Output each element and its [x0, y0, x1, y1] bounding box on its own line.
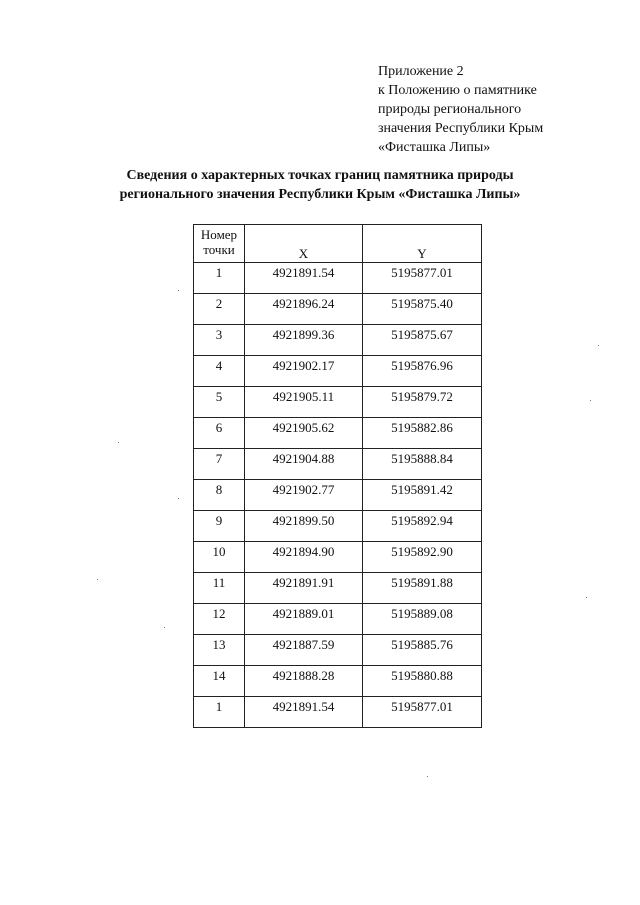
document-title [0, 166, 640, 204]
scan-speck [598, 345, 599, 346]
cell-x: 4921888.28 [245, 666, 363, 697]
cell-x: 4921891.54 [245, 697, 363, 728]
cell-y: 5195891.42 [363, 480, 482, 511]
cell-point-number: 2 [194, 294, 245, 325]
table-row [194, 604, 482, 635]
table-header-row [194, 225, 482, 263]
cell-point-number: 7 [194, 449, 245, 480]
header-y: Y [363, 225, 482, 263]
appendix-line: к Положению о памятнике [378, 83, 537, 98]
table-body [194, 263, 482, 728]
header-x: X [245, 225, 363, 263]
scan-speck [427, 776, 428, 777]
cell-x: 4921902.77 [245, 480, 363, 511]
header-number-line: точки [203, 242, 235, 257]
cell-x: 4921899.50 [245, 511, 363, 542]
table-row [194, 387, 482, 418]
cell-x: 4921902.17 [245, 356, 363, 387]
cell-point-number: 1 [194, 263, 245, 294]
scan-speck [586, 597, 587, 598]
title-line: регионального значения Республики Крым «Фисташка Липы» [119, 187, 521, 202]
cell-y: 5195875.67 [363, 325, 482, 356]
table-row [194, 263, 482, 294]
header-number-line: Номер [200, 227, 238, 242]
cell-y: 5195877.01 [363, 697, 482, 728]
cell-y: 5195888.84 [363, 449, 482, 480]
cell-point-number: 12 [194, 604, 245, 635]
cell-x: 4921891.91 [245, 573, 363, 604]
cell-point-number: 4 [194, 356, 245, 387]
cell-y: 5195880.88 [363, 666, 482, 697]
cell-point-number: 13 [194, 635, 245, 666]
scan-speck [97, 579, 98, 580]
scan-speck [178, 290, 179, 291]
scan-speck [164, 627, 165, 628]
cell-point-number: 14 [194, 666, 245, 697]
cell-point-number: 8 [194, 480, 245, 511]
cell-x: 4921889.01 [245, 604, 363, 635]
cell-y: 5195891.88 [363, 573, 482, 604]
scan-speck [590, 400, 591, 401]
table-row [194, 635, 482, 666]
cell-y: 5195885.76 [363, 635, 482, 666]
table-row [194, 356, 482, 387]
cell-x: 4921904.88 [245, 449, 363, 480]
table-row [194, 573, 482, 604]
appendix-line: природы регионального [378, 102, 522, 117]
cell-point-number: 1 [194, 697, 245, 728]
scan-speck [118, 442, 119, 443]
appendix-line: «Фисташка Липы» [378, 140, 491, 155]
cell-y: 5195882.86 [363, 418, 482, 449]
cell-x: 4921899.36 [245, 325, 363, 356]
appendix-line: значения Республики Крым [378, 121, 544, 136]
cell-y: 5195877.01 [363, 263, 482, 294]
cell-x: 4921905.62 [245, 418, 363, 449]
cell-x: 4921894.90 [245, 542, 363, 573]
cell-x: 4921905.11 [245, 387, 363, 418]
cell-x: 4921896.24 [245, 294, 363, 325]
title-line: Сведения о характерных точках границ памятника природы [126, 168, 514, 183]
cell-x: 4921891.54 [245, 263, 363, 294]
cell-y: 5195889.08 [363, 604, 482, 635]
cell-y: 5195892.94 [363, 511, 482, 542]
cell-y: 5195875.40 [363, 294, 482, 325]
table-row [194, 325, 482, 356]
table-row [194, 697, 482, 728]
scan-speck [178, 498, 179, 499]
table-row [194, 480, 482, 511]
appendix-note [378, 62, 543, 157]
coordinates-table [193, 224, 482, 728]
cell-y: 5195892.90 [363, 542, 482, 573]
cell-y: 5195876.96 [363, 356, 482, 387]
appendix-line: Приложение 2 [378, 64, 464, 79]
table-row [194, 511, 482, 542]
cell-x: 4921887.59 [245, 635, 363, 666]
table-row [194, 418, 482, 449]
cell-y: 5195879.72 [363, 387, 482, 418]
cell-point-number: 3 [194, 325, 245, 356]
cell-point-number: 10 [194, 542, 245, 573]
cell-point-number: 9 [194, 511, 245, 542]
cell-point-number: 5 [194, 387, 245, 418]
table-row [194, 294, 482, 325]
table-row [194, 666, 482, 697]
cell-point-number: 11 [194, 573, 245, 604]
cell-point-number: 6 [194, 418, 245, 449]
table-row [194, 542, 482, 573]
table-row [194, 449, 482, 480]
header-point-number [194, 225, 245, 263]
